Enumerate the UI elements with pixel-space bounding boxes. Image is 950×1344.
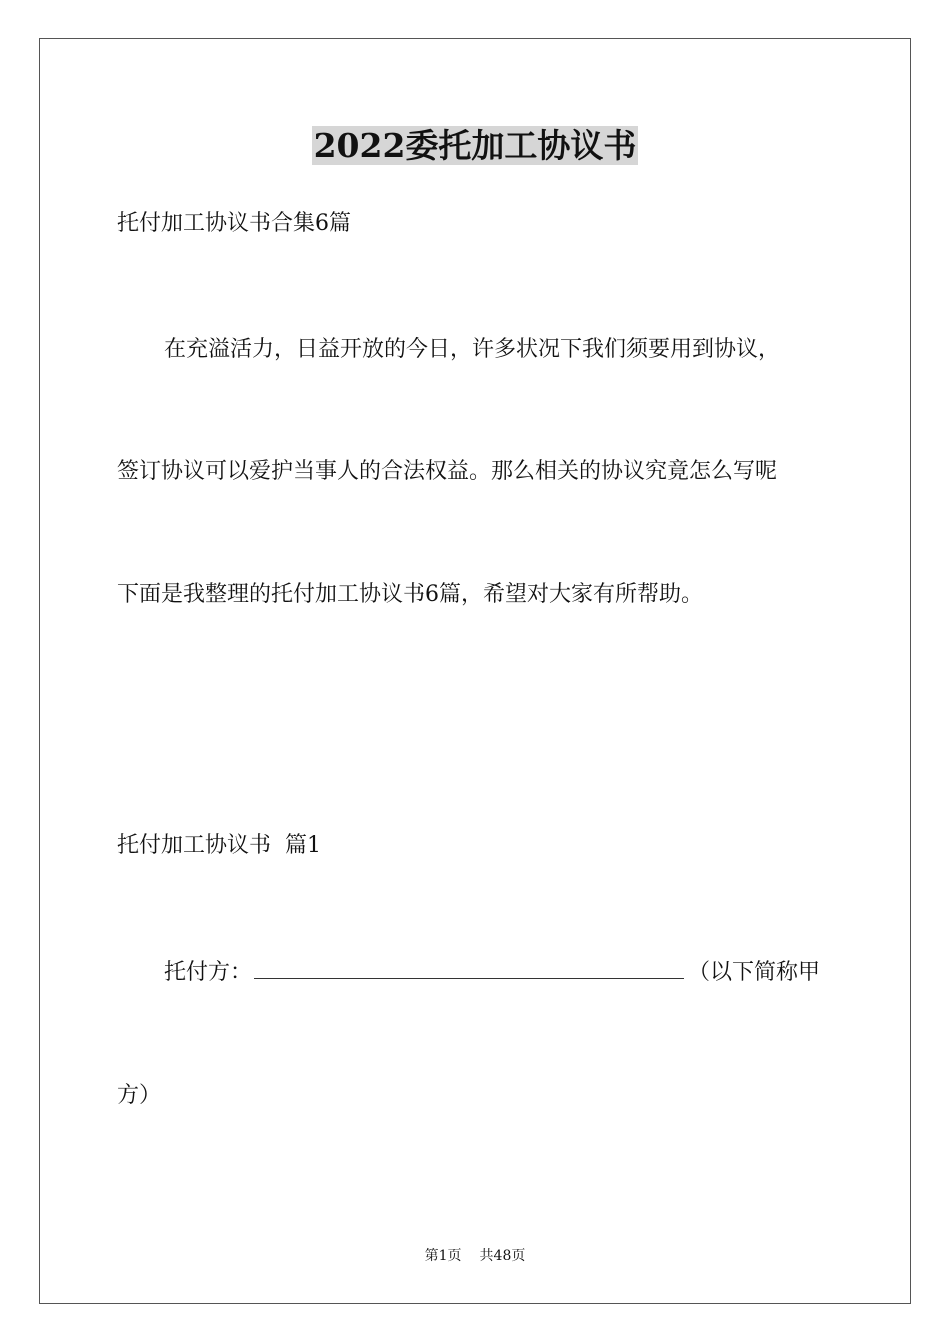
document-subtitle: 托付加工协议书合集6篇 (117, 211, 351, 236)
page-number: 第1页 (424, 1248, 462, 1264)
document-title (0, 122, 950, 170)
intro-line-2: 签订协议可以爱护当事人的合法权益。那么相关的协议究竟怎么写呢 (117, 459, 778, 484)
party-continuation: 方） (117, 1083, 162, 1108)
intro-line-1: 在充溢活力，日益开放的今日，许多状况下我们须要用到协议， (164, 337, 781, 362)
document-title-text: 2022委托加工协议书 (313, 126, 637, 165)
party-suffix: （以下简称甲 (688, 960, 821, 985)
party-name-blank (254, 956, 684, 979)
party-label: 托付方： (164, 960, 253, 985)
party-line (164, 956, 820, 989)
section-heading: 托付加工协议书 篇1 (117, 833, 321, 858)
page-footer (0, 1246, 950, 1266)
intro-line-3: 下面是我整理的托付加工协议书6篇，希望对大家有所帮助。 (117, 582, 703, 607)
page-total: 共48页 (479, 1248, 526, 1264)
